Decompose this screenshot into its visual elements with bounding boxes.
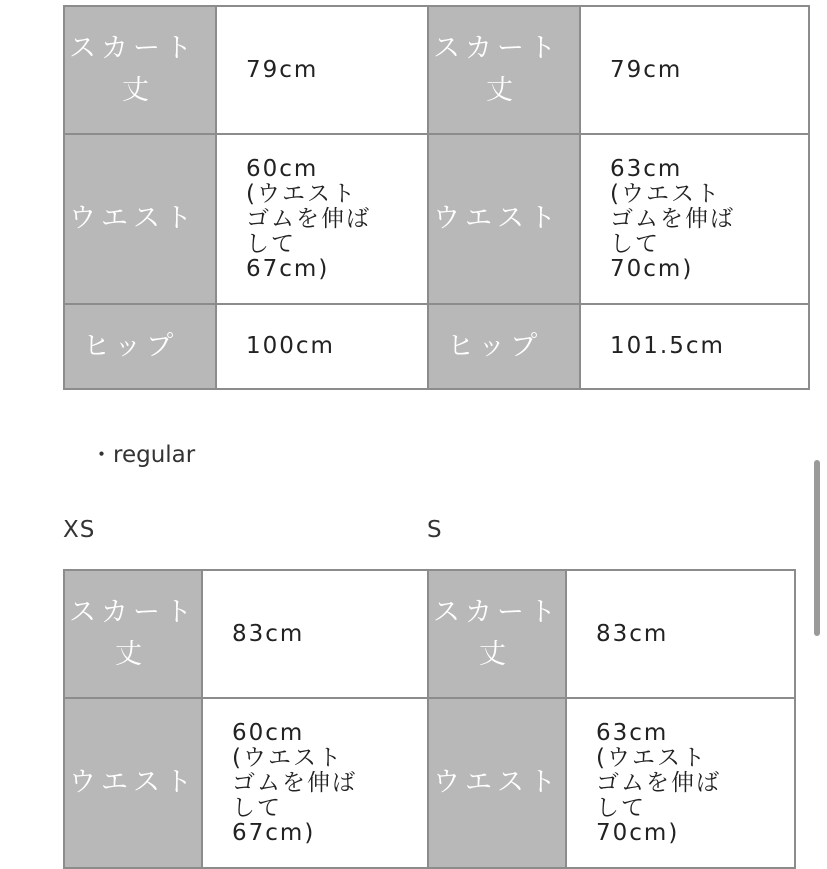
waist-value bbox=[216, 134, 445, 304]
value-line: (ウエスト bbox=[596, 744, 707, 771]
skirt-length-value: 79cm bbox=[216, 6, 445, 134]
value-line: 60cm bbox=[246, 155, 319, 182]
value-line: して bbox=[232, 794, 282, 821]
value-line: ゴムを伸ば bbox=[596, 769, 721, 796]
value-line: 67cm) bbox=[246, 255, 330, 282]
value-line: (ウエスト bbox=[610, 180, 721, 207]
value-line: 63cm bbox=[610, 155, 683, 182]
hip-label: ヒップ bbox=[428, 304, 580, 389]
section-note-regular: ・regular bbox=[90, 442, 196, 468]
value-line: して bbox=[610, 230, 660, 257]
scrollbar-thumb[interactable] bbox=[814, 460, 820, 636]
value-line: ゴムを伸ば bbox=[246, 205, 371, 232]
size-table-top-right bbox=[427, 5, 810, 390]
row-skirt-length bbox=[428, 6, 809, 134]
row-hip bbox=[64, 304, 445, 389]
row-waist bbox=[64, 698, 431, 868]
skirt-length-label bbox=[64, 6, 216, 134]
waist-label: ウエスト bbox=[64, 698, 202, 868]
skirt-length-value: 83cm bbox=[566, 570, 795, 698]
value-line: (ウエスト bbox=[232, 744, 343, 771]
size-table-xs bbox=[63, 569, 432, 869]
value-line: 60cm bbox=[232, 719, 305, 746]
hip-value: 101.5cm bbox=[580, 304, 809, 389]
waist-value bbox=[580, 134, 809, 304]
label-line: 丈 bbox=[122, 75, 154, 106]
value-line: ゴムを伸ば bbox=[232, 769, 357, 796]
value-line: して bbox=[246, 230, 296, 257]
label-line: スカート bbox=[69, 597, 197, 628]
row-skirt-length bbox=[64, 6, 445, 134]
label-line: スカート bbox=[433, 33, 561, 64]
skirt-length-value: 79cm bbox=[580, 6, 809, 134]
row-hip bbox=[428, 304, 809, 389]
value-line: して bbox=[596, 794, 646, 821]
waist-label: ウエスト bbox=[64, 134, 216, 304]
size-label-xs: XS bbox=[63, 517, 96, 543]
value-line: 70cm) bbox=[610, 255, 694, 282]
size-label-s: S bbox=[427, 517, 443, 543]
waist-value bbox=[202, 698, 431, 868]
label-line: 丈 bbox=[115, 639, 147, 670]
row-skirt-length bbox=[64, 570, 431, 698]
skirt-length-value: 83cm bbox=[202, 570, 431, 698]
hip-label: ヒップ bbox=[64, 304, 216, 389]
value-line: ゴムを伸ば bbox=[610, 205, 735, 232]
row-waist bbox=[428, 698, 795, 868]
hip-value: 100cm bbox=[216, 304, 445, 389]
value-line: 70cm) bbox=[596, 819, 680, 846]
waist-label: ウエスト bbox=[428, 134, 580, 304]
waist-value bbox=[566, 698, 795, 868]
row-waist bbox=[428, 134, 809, 304]
size-table-s bbox=[427, 569, 796, 869]
row-skirt-length bbox=[428, 570, 795, 698]
value-line: 63cm bbox=[596, 719, 669, 746]
waist-label: ウエスト bbox=[428, 698, 566, 868]
row-waist bbox=[64, 134, 445, 304]
label-line: スカート bbox=[69, 33, 197, 64]
skirt-length-label bbox=[428, 570, 566, 698]
label-line: スカート bbox=[433, 597, 561, 628]
skirt-length-label bbox=[64, 570, 202, 698]
skirt-length-label bbox=[428, 6, 580, 134]
size-table-top-left bbox=[63, 5, 446, 390]
label-line: 丈 bbox=[486, 75, 518, 106]
value-line: (ウエスト bbox=[246, 180, 357, 207]
value-line: 67cm) bbox=[232, 819, 316, 846]
label-line: 丈 bbox=[479, 639, 511, 670]
